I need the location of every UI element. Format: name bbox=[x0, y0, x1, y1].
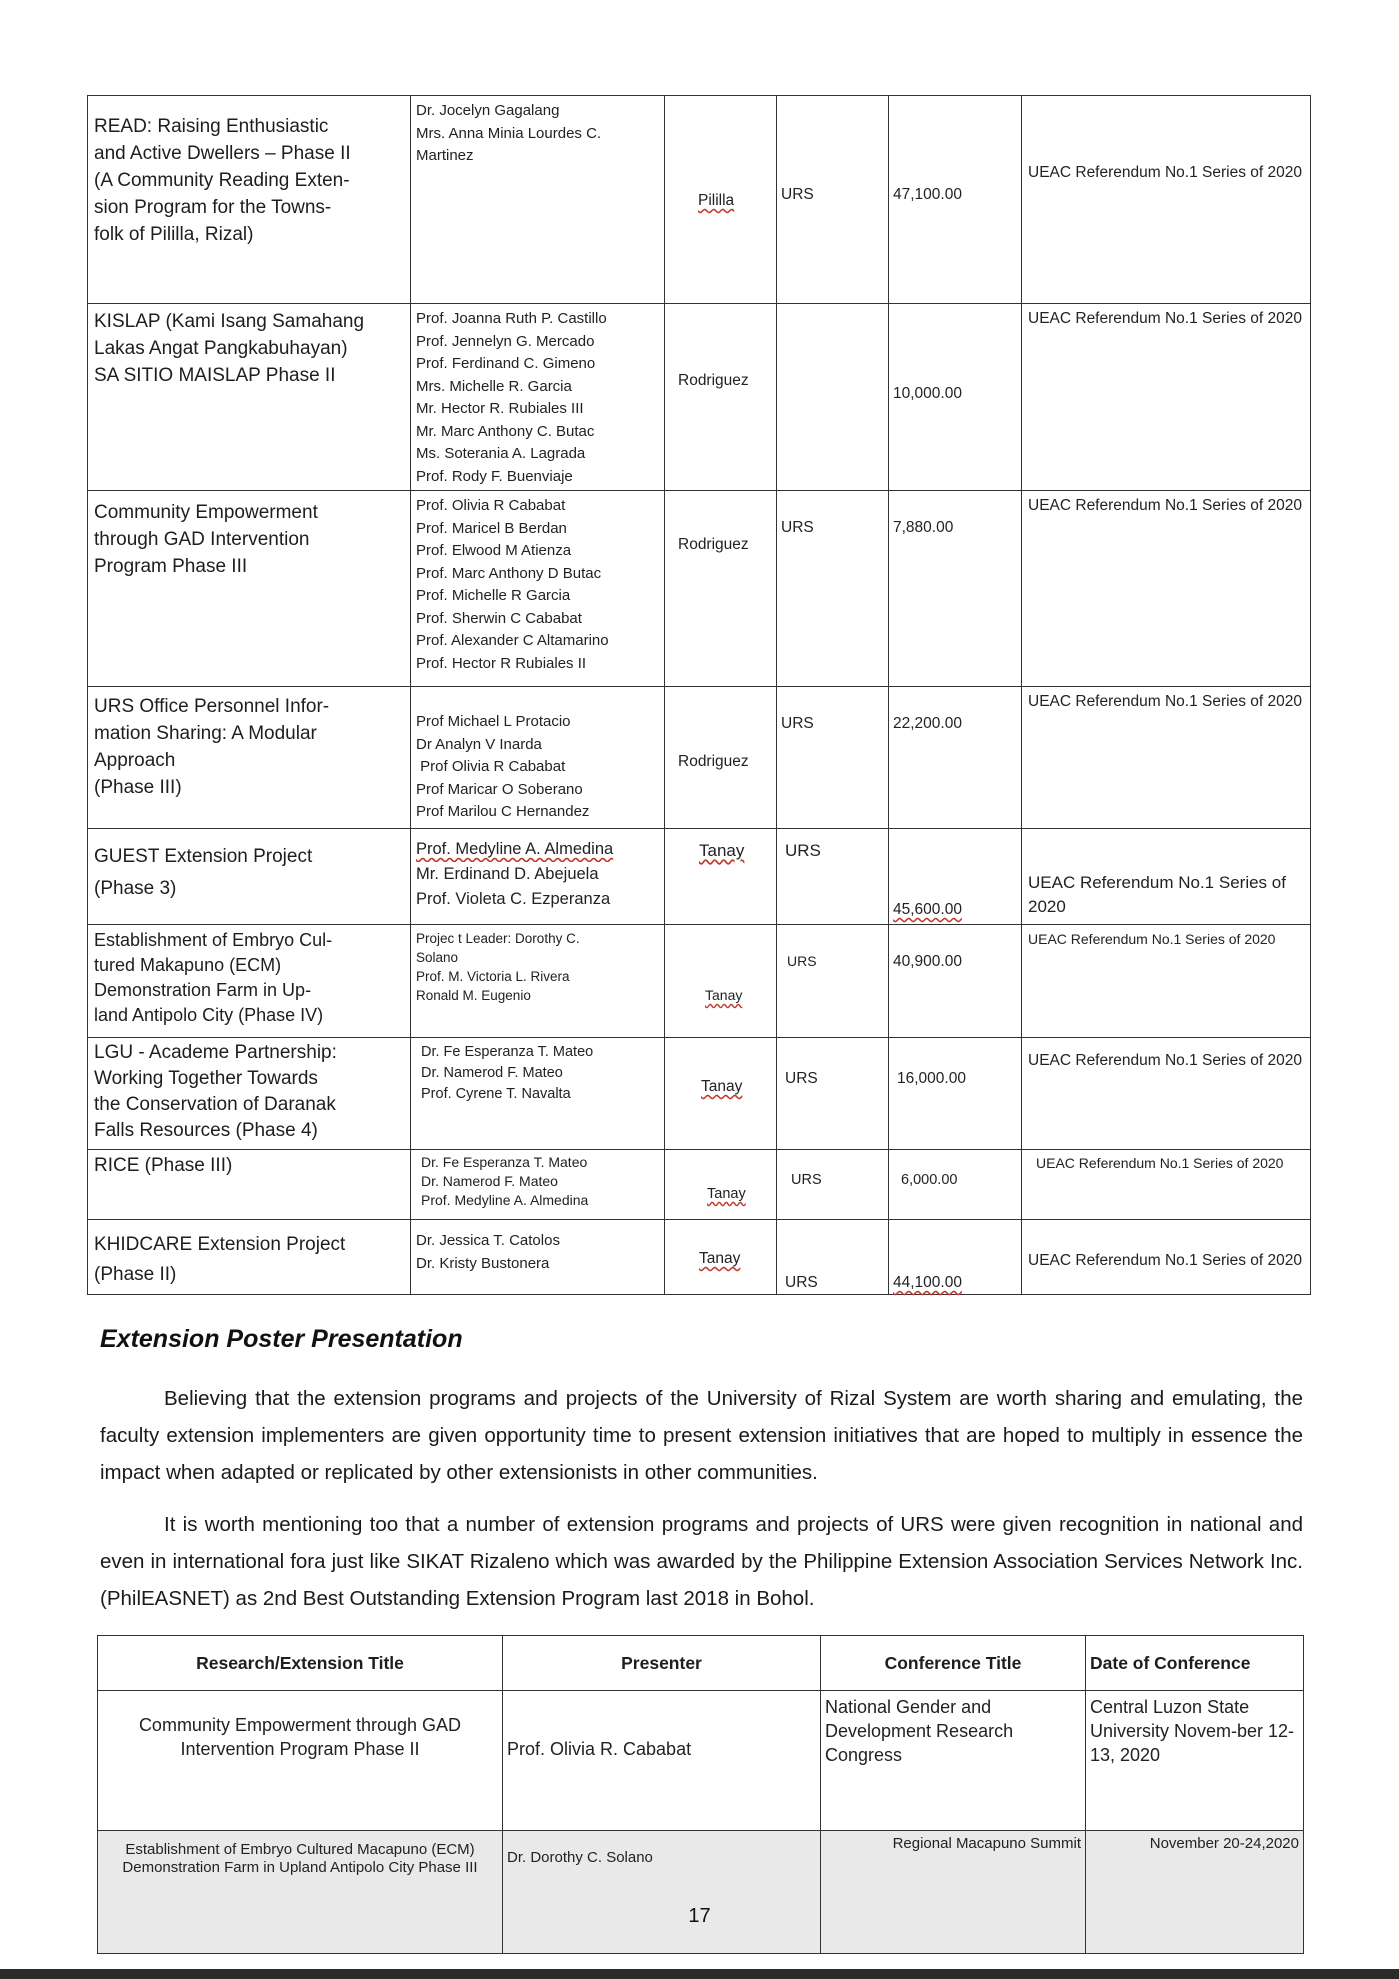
person-name: Mr. Marc Anthony C. Butac bbox=[416, 422, 595, 440]
title-line: RICE (Phase III) bbox=[94, 1155, 233, 1176]
reference-text: UEAC Referendum No.1 Series of 2020 bbox=[1028, 873, 1286, 916]
person-name: Ronald M. Eugenio bbox=[416, 988, 531, 1003]
project-reference bbox=[1022, 687, 1311, 829]
person-name: Projec t Leader: Dorothy C. bbox=[416, 931, 580, 946]
project-source bbox=[777, 1038, 889, 1150]
amount-text: 6,000.00 bbox=[901, 1172, 958, 1188]
project-people bbox=[411, 1150, 665, 1220]
title-line: Lakas Angat Pangkabuhayan) bbox=[94, 338, 348, 359]
location-text: Tanay bbox=[707, 1186, 746, 1202]
location-text: Tanay bbox=[705, 987, 743, 1003]
person-name: Mrs. Michelle R. Garcia bbox=[416, 377, 572, 395]
column-header: Research/Extension Title bbox=[98, 1636, 503, 1691]
location-text: Pililla bbox=[698, 192, 735, 209]
project-people bbox=[411, 829, 665, 925]
person-name: Prof. Medyline A. Almedina bbox=[421, 1192, 589, 1208]
project-source bbox=[777, 687, 889, 829]
source-text: URS bbox=[785, 841, 821, 860]
person-name: Prof. Marc Anthony D Butac bbox=[416, 564, 602, 582]
project-reference bbox=[1022, 829, 1311, 925]
project-title bbox=[88, 687, 411, 829]
location-text: Tanay bbox=[699, 1250, 741, 1267]
table-cell: Dr. Dorothy C. Solano bbox=[503, 1831, 821, 1954]
table-row bbox=[88, 491, 1311, 687]
title-line: GUEST Extension Project bbox=[94, 846, 313, 867]
person-name: Prof. Jennelyn G. Mercado bbox=[416, 332, 595, 350]
project-title bbox=[88, 1220, 411, 1295]
title-line: sion Program for the Towns- bbox=[94, 197, 332, 218]
table-row bbox=[98, 1831, 1304, 1954]
title-line: land Antipolo City (Phase IV) bbox=[94, 1005, 324, 1025]
reference-text: UEAC Referendum No.1 Series of 2020 bbox=[1028, 1252, 1302, 1269]
project-location bbox=[665, 491, 777, 687]
project-people bbox=[411, 925, 665, 1038]
project-reference bbox=[1022, 1220, 1311, 1295]
title-line: Working Together Towards bbox=[94, 1068, 318, 1089]
person-name: Solano bbox=[416, 950, 459, 965]
person-name: Dr. Namerod F. Mateo bbox=[421, 1173, 558, 1189]
page-bottom-edge bbox=[0, 1969, 1399, 1979]
project-title bbox=[88, 304, 411, 491]
project-location bbox=[665, 925, 777, 1038]
person-name: Dr. Jocelyn Gagalang bbox=[416, 102, 560, 119]
project-title bbox=[88, 96, 411, 304]
amount-text: 7,880.00 bbox=[893, 519, 954, 536]
title-line: SA SITIO MAISLAP Phase II bbox=[94, 365, 336, 386]
amount-text: 45,600.00 bbox=[893, 901, 962, 918]
amount-text: 10,000.00 bbox=[893, 385, 962, 402]
table-cell: National Gender and Development Research Congress bbox=[821, 1691, 1086, 1831]
table-cell: November 20-24,2020 bbox=[1086, 1831, 1304, 1954]
project-amount bbox=[889, 96, 1022, 304]
reference-text: UEAC Referendum No.1 Series of 2020 bbox=[1028, 310, 1302, 327]
table-row bbox=[88, 304, 1311, 491]
person-name: Mr. Hector R. Rubiales III bbox=[416, 400, 584, 417]
person-name: Prof. Elwood M Atienza bbox=[416, 542, 572, 559]
project-location bbox=[665, 1038, 777, 1150]
person-name: Dr Analyn V Inarda bbox=[416, 735, 542, 753]
person-name: Prof. Hector R Rubiales II bbox=[416, 654, 587, 672]
project-title bbox=[88, 1150, 411, 1220]
person-name: Prof. Joanna Ruth P. Castillo bbox=[416, 310, 607, 327]
amount-text: 44,100.00 bbox=[893, 1274, 962, 1291]
column-header: Conference Title bbox=[821, 1636, 1086, 1691]
source-text: URS bbox=[787, 953, 817, 969]
person-name: Prof Olivia R Cababat bbox=[416, 758, 566, 775]
person-name: Dr. Fe Esperanza T. Mateo bbox=[421, 1154, 588, 1170]
location-text: Rodriguez bbox=[678, 372, 749, 389]
table-row bbox=[98, 1691, 1304, 1831]
title-line: (Phase II) bbox=[94, 1264, 177, 1285]
project-people bbox=[411, 687, 665, 829]
table-cell: Community Empowerment through GAD Intervention Program Phase II bbox=[98, 1691, 503, 1831]
title-line: the Conservation of Daranak bbox=[94, 1094, 336, 1115]
amount-text: 47,100.00 bbox=[893, 186, 962, 203]
project-source bbox=[777, 829, 889, 925]
person-name: Prof. Maricel B Berdan bbox=[416, 519, 567, 537]
title-line: Falls Resources (Phase 4) bbox=[94, 1120, 318, 1141]
title-line: mation Sharing: A Modular bbox=[94, 723, 317, 744]
person-name: Prof. Alexander C Altamarino bbox=[416, 632, 609, 649]
column-header: Presenter bbox=[503, 1636, 821, 1691]
person-name: Ms. Soterania A. Lagrada bbox=[416, 445, 586, 462]
title-line: KHIDCARE Extension Project bbox=[94, 1234, 346, 1255]
project-location bbox=[665, 1150, 777, 1220]
project-source bbox=[777, 304, 889, 491]
project-reference bbox=[1022, 1150, 1311, 1220]
table-header-row bbox=[98, 1636, 1304, 1691]
location-text: Rodriguez bbox=[678, 536, 749, 553]
title-line: KISLAP (Kami Isang Samahang bbox=[94, 311, 365, 332]
project-people bbox=[411, 96, 665, 304]
source-text: URS bbox=[785, 1274, 818, 1291]
amount-text: 22,200.00 bbox=[893, 715, 962, 732]
project-amount bbox=[889, 491, 1022, 687]
reference-text: UEAC Referendum No.1 Series of 2020 bbox=[1036, 1155, 1284, 1171]
table-row bbox=[88, 1220, 1311, 1295]
project-location bbox=[665, 687, 777, 829]
project-amount bbox=[889, 687, 1022, 829]
table-cell: Prof. Olivia R. Cababat bbox=[503, 1691, 821, 1831]
project-amount bbox=[889, 829, 1022, 925]
title-line: tured Makapuno (ECM) bbox=[94, 955, 282, 975]
title-line: through GAD Intervention bbox=[94, 529, 310, 550]
project-location bbox=[665, 1220, 777, 1295]
title-line: folk of Pililla, Rizal) bbox=[94, 224, 254, 245]
project-amount bbox=[889, 1038, 1022, 1150]
project-source bbox=[777, 1150, 889, 1220]
person-name: Prof. Violeta C. Ezperanza bbox=[416, 890, 611, 908]
person-name: Prof Michael L Protacio bbox=[416, 713, 571, 730]
person-name: Prof. Michelle R Garcia bbox=[416, 587, 571, 604]
location-text: Tanay bbox=[699, 841, 745, 860]
table-row bbox=[88, 687, 1311, 829]
project-reference bbox=[1022, 304, 1311, 491]
title-line: LGU - Academe Partnership: bbox=[94, 1042, 337, 1063]
paragraph: Believing that the extension programs and projects of the University of Rizal System are worth sharing and emulating, the faculty extension implementers are given opportunity time to present extension initiatives that are hoped to multiply in essence the impact when adapted or replicated by other extensionists in other communities. bbox=[100, 1387, 1303, 1484]
reference-text: UEAC Referendum No.1 Series of 2020 bbox=[1028, 164, 1302, 181]
source-text: URS bbox=[781, 715, 814, 732]
project-title bbox=[88, 491, 411, 687]
source-text: URS bbox=[791, 1172, 822, 1188]
project-location bbox=[665, 96, 777, 304]
project-title bbox=[88, 829, 411, 925]
table-row bbox=[88, 925, 1311, 1038]
source-text: URS bbox=[785, 1070, 818, 1087]
amount-text: 16,000.00 bbox=[897, 1070, 966, 1087]
person-name: Dr. Namerod F. Mateo bbox=[421, 1065, 563, 1081]
person-name: Prof. Sherwin C Cababat bbox=[416, 609, 582, 627]
section-heading: Extension Poster Presentation bbox=[100, 1325, 463, 1353]
person-name: Martinez bbox=[416, 147, 474, 164]
paragraph: It is worth mentioning too that a number of extension programs and projects of URS were given recognition in national and even in international fora just like SIKAT Rizaleno which was awarded by the Philippine Extension Association Services Network Inc. (PhilEASNET) as 2nd Best Outstanding Extension Program last 2018 in Bohol. bbox=[100, 1513, 1303, 1610]
project-amount bbox=[889, 1150, 1022, 1220]
location-text: Tanay bbox=[701, 1078, 743, 1095]
project-amount bbox=[889, 304, 1022, 491]
title-line: (A Community Reading Exten- bbox=[94, 170, 350, 191]
table-row bbox=[88, 1038, 1311, 1150]
project-title bbox=[88, 1038, 411, 1150]
amount-text: 40,900.00 bbox=[893, 953, 962, 970]
person-name: Mr. Erdinand D. Abejuela bbox=[416, 865, 599, 883]
source-text: URS bbox=[781, 519, 814, 536]
project-reference bbox=[1022, 925, 1311, 1038]
project-people bbox=[411, 1220, 665, 1295]
table-cell: Regional Macapuno Summit bbox=[821, 1831, 1086, 1954]
project-people bbox=[411, 1038, 665, 1150]
source-text: URS bbox=[781, 186, 814, 203]
project-location bbox=[665, 829, 777, 925]
reference-text: UEAC Referendum No.1 Series of 2020 bbox=[1028, 931, 1276, 947]
project-amount bbox=[889, 1220, 1022, 1295]
project-reference bbox=[1022, 1038, 1311, 1150]
table-row bbox=[88, 829, 1311, 925]
person-name: Prof. M. Victoria L. Rivera bbox=[416, 969, 570, 984]
person-name: Prof. Cyrene T. Navalta bbox=[421, 1086, 571, 1102]
person-name: Dr. Jessica T. Catolos bbox=[416, 1232, 560, 1249]
person-name: Prof Marilou C Hernandez bbox=[416, 803, 590, 820]
title-line: Approach bbox=[94, 750, 176, 771]
table-cell: Establishment of Embryo Cultured Macapuno (ECM) Demonstration Farm in Upland Antipolo City Phase III bbox=[98, 1831, 503, 1954]
project-source bbox=[777, 1220, 889, 1295]
title-line: Demonstration Farm in Up- bbox=[94, 980, 312, 1000]
person-name: Dr. Kristy Bustonera bbox=[416, 1254, 550, 1272]
project-source bbox=[777, 491, 889, 687]
project-location bbox=[665, 304, 777, 491]
location-text: Rodriguez bbox=[678, 753, 749, 770]
table-row bbox=[88, 96, 1311, 304]
project-source bbox=[777, 925, 889, 1038]
project-people bbox=[411, 491, 665, 687]
title-line: (Phase 3) bbox=[94, 878, 177, 899]
person-name: Mrs. Anna Minia Lourdes C. bbox=[416, 124, 602, 142]
project-amount bbox=[889, 925, 1022, 1038]
project-people bbox=[411, 304, 665, 491]
reference-text: UEAC Referendum No.1 Series of 2020 bbox=[1028, 1052, 1302, 1069]
project-source bbox=[777, 96, 889, 304]
reference-text: UEAC Referendum No.1 Series of 2020 bbox=[1028, 497, 1302, 514]
reference-text: UEAC Referendum No.1 Series of 2020 bbox=[1028, 693, 1302, 710]
person-name: Prof. Ferdinand C. Gimeno bbox=[416, 355, 596, 372]
title-line: and Active Dwellers – Phase II bbox=[94, 143, 351, 164]
project-reference bbox=[1022, 96, 1311, 304]
table-cell: Central Luzon State University Novem-ber 12-13, 2020 bbox=[1086, 1691, 1304, 1831]
title-line: (Phase III) bbox=[94, 777, 182, 798]
person-name: Prof. Medyline A. Almedina bbox=[416, 840, 614, 858]
column-header: Date of Conference bbox=[1086, 1636, 1304, 1691]
table-row bbox=[88, 1150, 1311, 1220]
page-number: 17 bbox=[688, 1905, 711, 1927]
person-name: Prof Maricar O Soberano bbox=[416, 780, 583, 798]
person-name: Prof. Rody F. Buenviaje bbox=[416, 467, 573, 485]
title-line: URS Office Personnel Infor- bbox=[94, 696, 330, 717]
person-name: Dr. Fe Esperanza T. Mateo bbox=[421, 1044, 594, 1060]
title-line: Establishment of Embryo Cul- bbox=[94, 930, 333, 950]
title-line: Program Phase III bbox=[94, 556, 248, 577]
title-line: Community Empowerment bbox=[94, 502, 318, 523]
title-line: READ: Raising Enthusiastic bbox=[94, 116, 329, 137]
person-name: Prof. Olivia R Cababat bbox=[416, 497, 566, 514]
project-title bbox=[88, 925, 411, 1038]
project-reference bbox=[1022, 491, 1311, 687]
projects-table bbox=[87, 95, 1311, 1295]
